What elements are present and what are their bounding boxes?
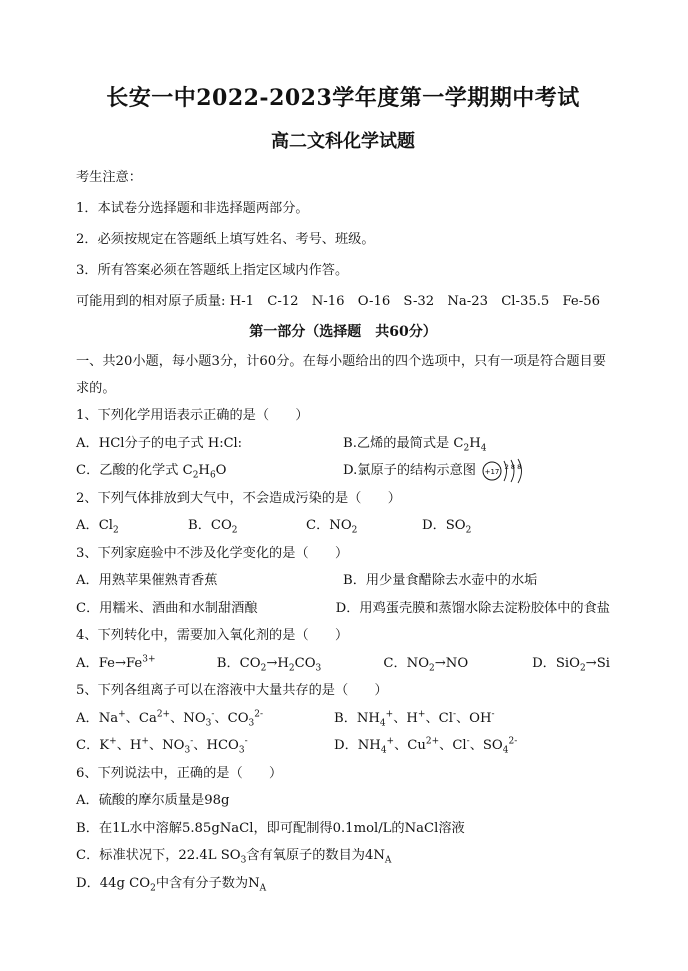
question-4-options [76, 650, 610, 678]
question-5-option-d: D．$NH_4^+$、$Cu^{2+}$、Cl-、$SO_4^{2-}$ [334, 736, 518, 756]
question-6-option-b: B．在1L水中溶解5.85gNaCl，即可配制得0.1mol/L的NaCl溶液 [76, 820, 465, 836]
question-6-option-a: A．硫酸的摩尔质量是98g [76, 793, 230, 808]
question-3-option-b: B．用少量食醋除去水壶中的水垢 [343, 573, 538, 588]
atomic-masses: 可能用到的相对原子质量: H-1 C-12 N-16 O-16 S-32 Na-23 Cl-35.5 Fe-56 [76, 294, 600, 309]
question-5-stem: 5、下列各组离子可以在溶液中大量共存的是（ ） [76, 683, 388, 698]
notice-heading: 考生注意： [76, 170, 142, 185]
question-3-option-c: C．用糯米、酒曲和水制甜酒酿 [76, 600, 258, 616]
question-1-options-row-1 [76, 430, 610, 458]
question-4-option-b: B．$CO_2\to H_2CO_3$ [216, 655, 322, 674]
question-3-stem: 3、下列家庭验中不涉及化学变化的是（ ） [76, 545, 349, 561]
question-2-option-b: B．$CO_2$ [188, 518, 238, 536]
svg-text:+17: +17 [484, 467, 500, 476]
question-6-option-d: D．44g $CO_2$中含有分子数为$N_A$ [76, 875, 267, 894]
svg-text:2 8 8: 2 8 8 [504, 462, 522, 471]
question-2-options [76, 512, 610, 540]
question-1-options-row-2 [76, 457, 610, 485]
hcl-electron-formula: H:Cl: [207, 435, 243, 451]
notice-item-3: 3．所有答案必须在答题纸上指定区域内作答。 [76, 263, 349, 278]
question-4-option-a: A．$Fe\to Fe^{3+}$ [76, 654, 156, 671]
question-1-option-a: A．HCl分子的电子式 H:Cl: [76, 435, 243, 451]
question-3-options-row-2 [76, 595, 610, 623]
question-1-option-c: C．乙酸的化学式 $C_2H_6O$ [76, 463, 227, 481]
question-3-option-a: A．用熟苹果催熟青香蕉 [76, 573, 218, 588]
question-4-option-c: C．$NO_2\to NO$ [383, 655, 469, 674]
question-6-stem: 6、下列说法中，正确的是（ ） [76, 765, 283, 781]
question-4-option-d: D．SiO$_2$→Si [532, 655, 610, 674]
chlorine-atom-diagram-icon [482, 458, 528, 484]
question-1-option-d: D.氯原子的结构示意图 +17 2 8 8 [343, 457, 528, 485]
exam-title: 长安一中2022-2023学年度第一学期期中考试 [106, 85, 580, 111]
question-6-option-c: C．标准状况下，22.4L $SO_3$含有氧原子的数目为$4N_A$ [76, 848, 392, 866]
question-4-stem: 4、下列转化中，需要加入氧化剂的是（ ） [76, 628, 349, 643]
question-1-option-b: B.乙烯的最简式是 $C_2H_4$ [343, 435, 487, 454]
notice-item-2: 2．必须按规定在答题纸上填写姓名、考号、班级。 [76, 232, 375, 247]
exam-subtitle: 高二文科化学试题 [271, 131, 415, 152]
question-3-option-d: D．用鸡蛋壳膜和蒸馏水除去淀粉胶体中的食盐 [335, 600, 610, 616]
question-1-stem: 1、下列化学用语表示正确的是（ ） [76, 408, 309, 423]
question-5-option-a: A．Na+、$Ca^{2+}$、$NO_3^-$、$CO_3^{2-}$ [76, 709, 264, 729]
section-instruction: 一、共20小题，每小题3分，计60分。在每小题给出的四个选项中，只有一项是符合题目要求的。 [76, 354, 606, 396]
question-2-option-d: D．$SO_2$ [422, 518, 472, 536]
question-5-option-c: C．K+、H+、$NO_3^-$、$HCO_3^-$ [76, 736, 248, 756]
question-5-options-row-1 [76, 705, 610, 733]
question-2-option-c: C．$NO_2$ [306, 518, 358, 536]
question-5-option-b: B．$NH_4^+$、H+、Cl-、OH- [334, 709, 495, 729]
notice-item-1: 1．本试卷分选择题和非选择题两部分。 [76, 201, 309, 216]
question-2-option-a: A．$Cl_2$ [76, 518, 119, 536]
question-5-options-row-2 [76, 732, 610, 760]
question-2-stem: 2、下列气体排放到大气中，不会造成污染的是（ ） [76, 490, 401, 506]
question-3-options-row-1 [76, 567, 610, 595]
section-heading: 第一部分（选择题 共60分） [249, 324, 437, 340]
